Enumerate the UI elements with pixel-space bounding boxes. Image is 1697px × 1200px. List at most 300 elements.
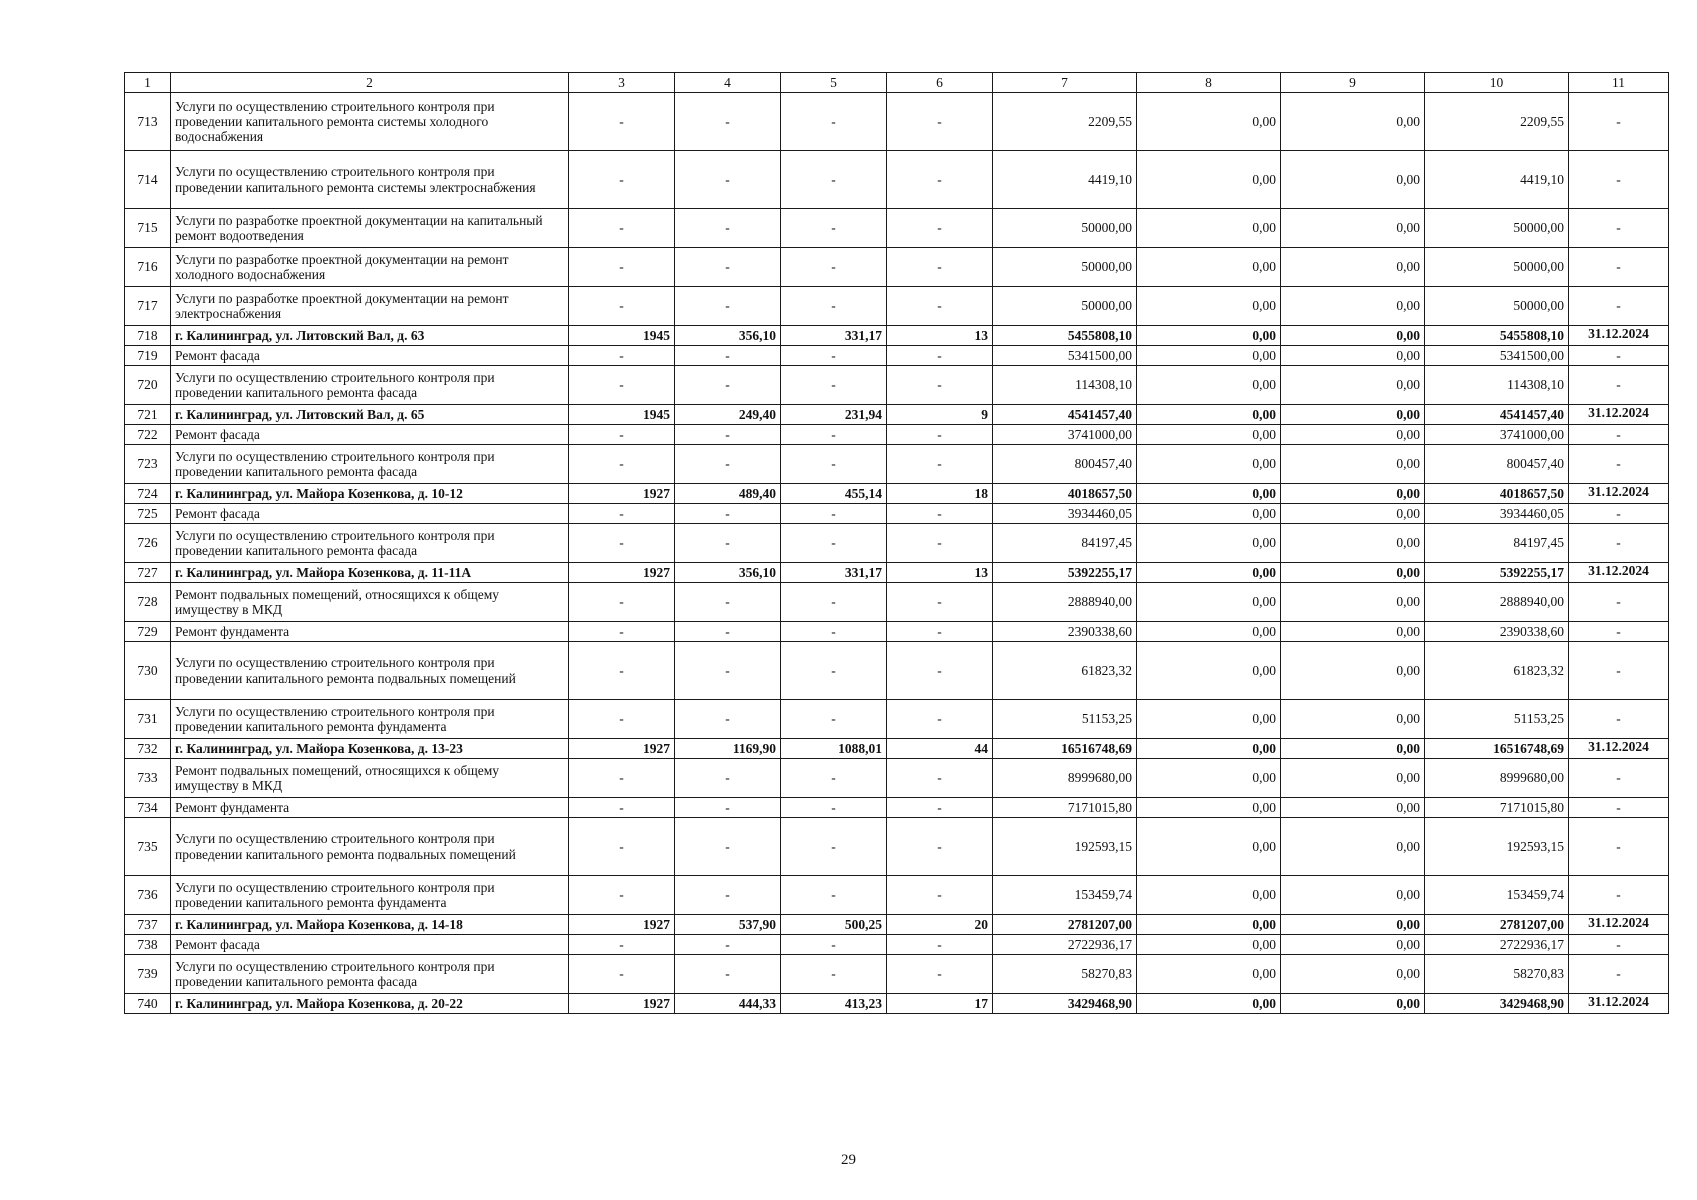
value-cell: - <box>569 759 675 798</box>
value-cell: 3429468,90 <box>993 994 1137 1014</box>
address-cell: г. Калининград, ул. Майора Козенкова, д. 10-12 <box>171 484 569 504</box>
value-cell: 0,00 <box>1281 524 1425 563</box>
work-description-cell: Услуги по осуществлению строительного контроля при проведении капитального ремонта фасада <box>171 366 569 405</box>
value-cell: 44 <box>887 739 993 759</box>
value-cell: 5392255,17 <box>993 563 1137 583</box>
deadline-cell: 31.12.2024 <box>1569 484 1669 504</box>
value-cell: 0,00 <box>1281 915 1425 935</box>
value-cell: - <box>675 151 781 209</box>
value-cell: 0,00 <box>1281 798 1425 818</box>
deadline-cell: - <box>1569 955 1669 994</box>
value-cell: 0,00 <box>1137 151 1281 209</box>
value-cell: - <box>675 287 781 326</box>
value-cell: 5341500,00 <box>1425 346 1569 366</box>
table-row <box>125 524 1669 563</box>
value-cell: - <box>569 445 675 484</box>
value-cell: - <box>569 524 675 563</box>
value-cell: 4419,10 <box>993 151 1137 209</box>
value-cell: - <box>675 876 781 915</box>
value-cell: 5392255,17 <box>1425 563 1569 583</box>
deadline-cell: - <box>1569 759 1669 798</box>
value-cell: - <box>569 935 675 955</box>
table-row <box>125 151 1669 209</box>
value-cell: 0,00 <box>1281 209 1425 248</box>
value-cell: - <box>675 642 781 700</box>
value-cell: 50000,00 <box>1425 287 1569 326</box>
value-cell: - <box>887 935 993 955</box>
row-number-cell: 734 <box>125 798 171 818</box>
value-cell: - <box>675 700 781 739</box>
value-cell: - <box>675 248 781 287</box>
deadline-cell: - <box>1569 524 1669 563</box>
table-row <box>125 642 1669 700</box>
value-cell: 51153,25 <box>993 700 1137 739</box>
value-cell: 0,00 <box>1281 93 1425 151</box>
value-cell: 192593,15 <box>1425 818 1569 876</box>
value-cell: 0,00 <box>1281 955 1425 994</box>
value-cell: 800457,40 <box>993 445 1137 484</box>
column-header: 9 <box>1281 73 1425 93</box>
work-description-cell: Услуги по осуществлению строительного контроля при проведении капитального ремонта фундамента <box>171 876 569 915</box>
deadline-cell: - <box>1569 583 1669 622</box>
value-cell: 1945 <box>569 405 675 425</box>
value-cell: - <box>569 818 675 876</box>
value-cell: 0,00 <box>1281 700 1425 739</box>
value-cell: 4018657,50 <box>993 484 1137 504</box>
value-cell: 0,00 <box>1281 759 1425 798</box>
address-cell: г. Калининград, ул. Майора Козенкова, д. 13-23 <box>171 739 569 759</box>
value-cell: 8999680,00 <box>1425 759 1569 798</box>
value-cell: 0,00 <box>1281 326 1425 346</box>
table-row <box>125 818 1669 876</box>
value-cell: 0,00 <box>1137 425 1281 445</box>
row-number-cell: 715 <box>125 209 171 248</box>
row-number-cell: 719 <box>125 346 171 366</box>
work-description-cell: Услуги по разработке проектной документации на ремонт электроснабжения <box>171 287 569 326</box>
table-row <box>125 93 1669 151</box>
value-cell: 1927 <box>569 484 675 504</box>
value-cell: - <box>675 346 781 366</box>
value-cell: - <box>781 524 887 563</box>
value-cell: - <box>887 248 993 287</box>
value-cell: 0,00 <box>1281 248 1425 287</box>
value-cell: 0,00 <box>1281 876 1425 915</box>
deadline-cell: - <box>1569 346 1669 366</box>
work-description-cell: Услуги по осуществлению строительного контроля при проведении капитального ремонта фасада <box>171 955 569 994</box>
work-description-cell: Услуги по осуществлению строительного контроля при проведении капитального ремонта системы холодного водоснабжения <box>171 93 569 151</box>
value-cell: 2888940,00 <box>1425 583 1569 622</box>
deadline-cell: - <box>1569 248 1669 287</box>
value-cell: 8999680,00 <box>993 759 1137 798</box>
column-header: 8 <box>1137 73 1281 93</box>
page-number: 29 <box>841 1152 856 1168</box>
table-row <box>125 248 1669 287</box>
table-row <box>125 209 1669 248</box>
value-cell: - <box>887 759 993 798</box>
value-cell: - <box>781 209 887 248</box>
deadline-cell: 31.12.2024 <box>1569 739 1669 759</box>
table-row <box>125 346 1669 366</box>
table-row <box>125 915 1669 935</box>
value-cell: 2209,55 <box>1425 93 1569 151</box>
value-cell: - <box>569 504 675 524</box>
value-cell: 3934460,05 <box>993 504 1137 524</box>
value-cell: 0,00 <box>1137 93 1281 151</box>
row-number-cell: 736 <box>125 876 171 915</box>
value-cell: 84197,45 <box>993 524 1137 563</box>
column-header: 6 <box>887 73 993 93</box>
value-cell: 0,00 <box>1137 445 1281 484</box>
value-cell: 0,00 <box>1281 994 1425 1014</box>
value-cell: - <box>675 935 781 955</box>
table-row <box>125 405 1669 425</box>
value-cell: - <box>887 366 993 405</box>
value-cell: 4541457,40 <box>1425 405 1569 425</box>
value-cell: 17 <box>887 994 993 1014</box>
value-cell: - <box>781 366 887 405</box>
value-cell: 13 <box>887 326 993 346</box>
value-cell: 0,00 <box>1281 739 1425 759</box>
value-cell: - <box>569 798 675 818</box>
value-cell: 7171015,80 <box>993 798 1137 818</box>
work-description-cell: Услуги по разработке проектной документации на ремонт холодного водоснабжения <box>171 248 569 287</box>
table-row <box>125 366 1669 405</box>
value-cell: 0,00 <box>1137 287 1281 326</box>
value-cell: - <box>887 209 993 248</box>
row-number-cell: 716 <box>125 248 171 287</box>
value-cell: 331,17 <box>781 563 887 583</box>
column-header: 4 <box>675 73 781 93</box>
value-cell: 500,25 <box>781 915 887 935</box>
column-header: 11 <box>1569 73 1669 93</box>
value-cell: - <box>675 524 781 563</box>
value-cell: 5341500,00 <box>993 346 1137 366</box>
value-cell: - <box>675 445 781 484</box>
value-cell: - <box>569 248 675 287</box>
value-cell: 0,00 <box>1281 445 1425 484</box>
value-cell: 0,00 <box>1137 405 1281 425</box>
work-description-cell: Услуги по осуществлению строительного контроля при проведении капитального ремонта фасада <box>171 524 569 563</box>
value-cell: 1927 <box>569 994 675 1014</box>
value-cell: 0,00 <box>1281 346 1425 366</box>
value-cell: 4419,10 <box>1425 151 1569 209</box>
value-cell: 50000,00 <box>993 287 1137 326</box>
value-cell: - <box>569 955 675 994</box>
deadline-cell: - <box>1569 818 1669 876</box>
value-cell: - <box>887 524 993 563</box>
row-number-cell: 720 <box>125 366 171 405</box>
table-row <box>125 876 1669 915</box>
value-cell: 0,00 <box>1281 935 1425 955</box>
value-cell: 444,33 <box>675 994 781 1014</box>
value-cell: - <box>781 955 887 994</box>
deadline-cell: - <box>1569 935 1669 955</box>
address-cell: г. Калининград, ул. Литовский Вал, д. 65 <box>171 405 569 425</box>
value-cell: 9 <box>887 405 993 425</box>
work-description-cell: Ремонт подвальных помещений, относящихся к общему имуществу в МКД <box>171 759 569 798</box>
work-description-cell: Услуги по осуществлению строительного контроля при проведении капитального ремонта фасада <box>171 445 569 484</box>
value-cell: 0,00 <box>1137 504 1281 524</box>
row-number-cell: 737 <box>125 915 171 935</box>
value-cell: - <box>675 209 781 248</box>
value-cell: 0,00 <box>1137 876 1281 915</box>
row-number-cell: 713 <box>125 93 171 151</box>
column-header: 1 <box>125 73 171 93</box>
deadline-cell: - <box>1569 700 1669 739</box>
work-description-cell: Ремонт фасада <box>171 346 569 366</box>
row-number-cell: 735 <box>125 818 171 876</box>
value-cell: 489,40 <box>675 484 781 504</box>
deadline-cell: - <box>1569 445 1669 484</box>
work-description-cell: Ремонт подвальных помещений, относящихся к общему имуществу в МКД <box>171 583 569 622</box>
value-cell: 2390338,60 <box>993 622 1137 642</box>
value-cell: - <box>675 504 781 524</box>
value-cell: 58270,83 <box>1425 955 1569 994</box>
value-cell: 2781207,00 <box>993 915 1137 935</box>
value-cell: - <box>781 287 887 326</box>
value-cell: 2209,55 <box>993 93 1137 151</box>
address-cell: г. Калининград, ул. Литовский Вал, д. 63 <box>171 326 569 346</box>
table-row <box>125 425 1669 445</box>
value-cell: - <box>675 622 781 642</box>
value-cell: 0,00 <box>1137 700 1281 739</box>
work-description-cell: Ремонт фундамента <box>171 622 569 642</box>
table-row <box>125 994 1669 1014</box>
row-number-cell: 728 <box>125 583 171 622</box>
value-cell: 0,00 <box>1137 935 1281 955</box>
value-cell: 0,00 <box>1137 622 1281 642</box>
value-cell: - <box>675 955 781 994</box>
value-cell: - <box>781 642 887 700</box>
deadline-cell: 31.12.2024 <box>1569 405 1669 425</box>
row-number-cell: 718 <box>125 326 171 346</box>
value-cell: 0,00 <box>1137 484 1281 504</box>
value-cell: 7171015,80 <box>1425 798 1569 818</box>
value-cell: - <box>887 622 993 642</box>
work-description-cell: Услуги по осуществлению строительного контроля при проведении капитального ремонта системы электроснабжения <box>171 151 569 209</box>
value-cell: - <box>675 583 781 622</box>
deadline-cell: - <box>1569 798 1669 818</box>
address-cell: г. Калининград, ул. Майора Козенкова, д. 11-11А <box>171 563 569 583</box>
value-cell: 0,00 <box>1137 642 1281 700</box>
value-cell: - <box>781 445 887 484</box>
value-cell: - <box>781 622 887 642</box>
deadline-cell: - <box>1569 366 1669 405</box>
value-cell: 1088,01 <box>781 739 887 759</box>
value-cell: - <box>781 759 887 798</box>
value-cell: 0,00 <box>1137 326 1281 346</box>
value-cell: - <box>675 818 781 876</box>
value-cell: - <box>569 425 675 445</box>
value-cell: 0,00 <box>1281 642 1425 700</box>
value-cell: 4018657,50 <box>1425 484 1569 504</box>
value-cell: 0,00 <box>1281 366 1425 405</box>
value-cell: 2722936,17 <box>993 935 1137 955</box>
table-row <box>125 484 1669 504</box>
value-cell: 331,17 <box>781 326 887 346</box>
column-header: 7 <box>993 73 1137 93</box>
value-cell: - <box>569 876 675 915</box>
table-row <box>125 583 1669 622</box>
value-cell: 0,00 <box>1281 583 1425 622</box>
value-cell: 455,14 <box>781 484 887 504</box>
deadline-cell: - <box>1569 622 1669 642</box>
table-row <box>125 700 1669 739</box>
value-cell: 58270,83 <box>993 955 1137 994</box>
value-cell: 50000,00 <box>1425 248 1569 287</box>
value-cell: 3429468,90 <box>1425 994 1569 1014</box>
value-cell: - <box>675 425 781 445</box>
value-cell: - <box>781 151 887 209</box>
table-row <box>125 798 1669 818</box>
deadline-cell: - <box>1569 642 1669 700</box>
value-cell: - <box>781 504 887 524</box>
value-cell: 20 <box>887 915 993 935</box>
value-cell: 192593,15 <box>993 818 1137 876</box>
value-cell: 16516748,69 <box>993 739 1137 759</box>
value-cell: 0,00 <box>1281 563 1425 583</box>
table-row <box>125 287 1669 326</box>
value-cell: 1945 <box>569 326 675 346</box>
registry-table <box>124 72 1669 1014</box>
value-cell: - <box>887 346 993 366</box>
value-cell: 0,00 <box>1137 346 1281 366</box>
value-cell: - <box>887 876 993 915</box>
table-row <box>125 759 1669 798</box>
value-cell: - <box>781 425 887 445</box>
value-cell: - <box>781 93 887 151</box>
value-cell: - <box>887 955 993 994</box>
deadline-cell: - <box>1569 287 1669 326</box>
table-body <box>125 93 1669 1014</box>
value-cell: - <box>887 151 993 209</box>
value-cell: 2888940,00 <box>993 583 1137 622</box>
value-cell: 0,00 <box>1281 484 1425 504</box>
table-row <box>125 563 1669 583</box>
value-cell: 3741000,00 <box>1425 425 1569 445</box>
value-cell: 356,10 <box>675 563 781 583</box>
deadline-cell: - <box>1569 425 1669 445</box>
value-cell: - <box>569 700 675 739</box>
row-number-cell: 738 <box>125 935 171 955</box>
column-header: 10 <box>1425 73 1569 93</box>
table-row <box>125 622 1669 642</box>
value-cell: - <box>569 93 675 151</box>
value-cell: 16516748,69 <box>1425 739 1569 759</box>
value-cell: - <box>569 287 675 326</box>
value-cell: - <box>675 798 781 818</box>
row-number-cell: 722 <box>125 425 171 445</box>
work-description-cell: Услуги по осуществлению строительного контроля при проведении капитального ремонта подвальных помещений <box>171 818 569 876</box>
value-cell: 50000,00 <box>993 248 1137 287</box>
value-cell: 1927 <box>569 915 675 935</box>
value-cell: - <box>675 366 781 405</box>
value-cell: 0,00 <box>1137 955 1281 994</box>
value-cell: 61823,32 <box>1425 642 1569 700</box>
row-number-cell: 740 <box>125 994 171 1014</box>
value-cell: 0,00 <box>1137 759 1281 798</box>
value-cell: 0,00 <box>1281 622 1425 642</box>
value-cell: - <box>781 583 887 622</box>
table-row <box>125 739 1669 759</box>
work-description-cell: Услуги по разработке проектной документации на капитальный ремонт водоотведения <box>171 209 569 248</box>
row-number-cell: 726 <box>125 524 171 563</box>
value-cell: - <box>569 583 675 622</box>
value-cell: - <box>781 798 887 818</box>
work-description-cell: Ремонт фасада <box>171 504 569 524</box>
value-cell: 0,00 <box>1137 583 1281 622</box>
value-cell: 0,00 <box>1281 405 1425 425</box>
value-cell: 18 <box>887 484 993 504</box>
value-cell: 0,00 <box>1281 504 1425 524</box>
value-cell: 5455808,10 <box>1425 326 1569 346</box>
value-cell: 0,00 <box>1281 151 1425 209</box>
row-number-cell: 717 <box>125 287 171 326</box>
value-cell: 537,90 <box>675 915 781 935</box>
address-cell: г. Калининград, ул. Майора Козенкова, д. 14-18 <box>171 915 569 935</box>
deadline-cell: - <box>1569 876 1669 915</box>
value-cell: 1169,90 <box>675 739 781 759</box>
value-cell: 0,00 <box>1281 287 1425 326</box>
value-cell: 0,00 <box>1137 739 1281 759</box>
value-cell: 13 <box>887 563 993 583</box>
value-cell: 249,40 <box>675 405 781 425</box>
table-row <box>125 504 1669 524</box>
value-cell: - <box>887 642 993 700</box>
value-cell: 0,00 <box>1137 524 1281 563</box>
value-cell: 3741000,00 <box>993 425 1137 445</box>
value-cell: 4541457,40 <box>993 405 1137 425</box>
value-cell: - <box>569 622 675 642</box>
value-cell: 84197,45 <box>1425 524 1569 563</box>
value-cell: - <box>887 818 993 876</box>
work-description-cell: Ремонт фасада <box>171 935 569 955</box>
row-number-cell: 731 <box>125 700 171 739</box>
value-cell: 413,23 <box>781 994 887 1014</box>
value-cell: 231,94 <box>781 405 887 425</box>
table-row <box>125 326 1669 346</box>
value-cell: 114308,10 <box>1425 366 1569 405</box>
value-cell: - <box>569 366 675 405</box>
value-cell: 50000,00 <box>993 209 1137 248</box>
row-number-cell: 739 <box>125 955 171 994</box>
column-header: 2 <box>171 73 569 93</box>
table-row <box>125 935 1669 955</box>
row-number-cell: 721 <box>125 405 171 425</box>
value-cell: - <box>781 935 887 955</box>
value-cell: 114308,10 <box>993 366 1137 405</box>
value-cell: 2390338,60 <box>1425 622 1569 642</box>
value-cell: - <box>781 700 887 739</box>
value-cell: 0,00 <box>1137 366 1281 405</box>
deadline-cell: 31.12.2024 <box>1569 563 1669 583</box>
value-cell: - <box>887 425 993 445</box>
value-cell: - <box>887 445 993 484</box>
deadline-cell: - <box>1569 151 1669 209</box>
column-header: 5 <box>781 73 887 93</box>
work-description-cell: Услуги по осуществлению строительного контроля при проведении капитального ремонта фундамента <box>171 700 569 739</box>
value-cell: - <box>781 876 887 915</box>
row-number-cell: 727 <box>125 563 171 583</box>
value-cell: - <box>887 93 993 151</box>
value-cell: 3934460,05 <box>1425 504 1569 524</box>
value-cell: 2781207,00 <box>1425 915 1569 935</box>
row-number-cell: 723 <box>125 445 171 484</box>
value-cell: - <box>569 642 675 700</box>
row-number-cell: 729 <box>125 622 171 642</box>
value-cell: 61823,32 <box>993 642 1137 700</box>
value-cell: 50000,00 <box>1425 209 1569 248</box>
